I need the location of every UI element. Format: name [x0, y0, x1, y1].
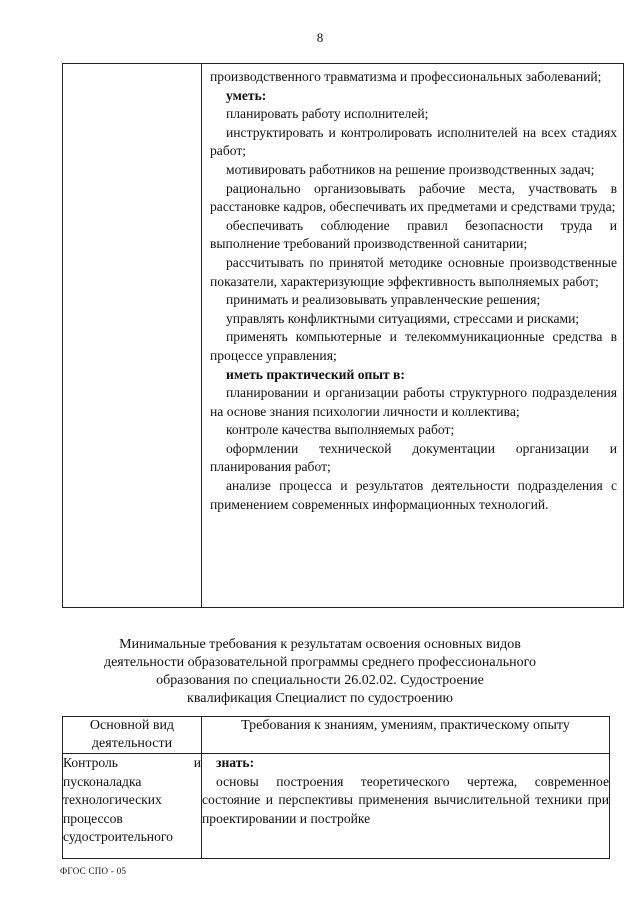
list-item: рационально организовывать рабочие места, участвовать в расстановке кадров, обеспечивать их предметами и средствами труда; [210, 180, 617, 215]
caption-line: Минимальные требования к результатам освоения основных видов [119, 637, 521, 652]
list-item: планировать работу исполнителей; [226, 106, 429, 122]
page-number: 8 [316, 30, 324, 45]
know-label: знать: [216, 755, 255, 770]
list-item: оформлении технической документации организации и планирования работ; [210, 440, 617, 475]
table-row [63, 754, 610, 859]
list-item: применять компьютерные и телекоммуникационные средства в процессе управления; [210, 329, 617, 363]
table-header-row [63, 717, 610, 754]
list-item: управлять конфликтными ситуациями, стрессами и рисками; [226, 310, 580, 326]
know-item: основы построения теоретического чертежа, современное состояние и перспективы применения вычислительной техники при проектировании и постройке [202, 773, 609, 826]
list-item: контроле качества выполняемых работ; [226, 422, 455, 438]
activity-word: и [193, 755, 201, 770]
list-item: обеспечивать соблюдение правил безопасности труда и выполнение требований производственной санитарии; [210, 217, 617, 252]
caption-line: образования по специальности 26.02.02. Судостроение [156, 673, 484, 688]
list-item: производственного травматизма и профессиональных заболеваний; [210, 69, 602, 84]
activity-text: пусконаладка технологических процессов судостроительного [63, 773, 173, 845]
activity-line [63, 754, 201, 773]
section-heading: иметь практический опыт в: [226, 366, 405, 382]
footer-code: ФГОС СПО - 05 [60, 866, 127, 876]
section-heading: уметь: [226, 87, 267, 103]
requirements-cell [202, 754, 610, 859]
caption-line: деятельности образовательной программы среднего профессионального [103, 655, 537, 670]
header-requirements: Требования к знаниям, умениям, практическому опыту [202, 717, 610, 754]
activity-word: Контроль [63, 755, 118, 770]
list-item: принимать и реализовывать управленческие решения; [226, 292, 541, 308]
list-item: анализе процесса и результатов деятельности подразделения с применением современных информационных технологий. [210, 478, 617, 512]
list-item: планировании и организации работы структурного подразделения на основе знания психологии личности и коллектива; [210, 385, 617, 419]
activity-cell [63, 754, 202, 859]
list-item: инструктировать и контролировать исполнителей на всех стадиях работ; [210, 124, 617, 159]
list-item: мотивировать работников на решение производственных задач; [226, 161, 595, 177]
table-row [63, 64, 624, 608]
list-item: рассчитывать по принятой методике основные производственные показатели, характеризующие эффективность выполняемых работ; [210, 254, 617, 289]
requirements-table [62, 716, 610, 859]
activity-cell-empty [63, 64, 202, 608]
caption-line: квалификация Специалист по судостроению [187, 691, 453, 706]
header-activity: Основной вид деятельности [63, 717, 202, 754]
requirements-table-continued [62, 63, 624, 608]
section-caption [70, 636, 570, 708]
requirements-list [210, 68, 617, 514]
requirements-cell [202, 64, 624, 608]
